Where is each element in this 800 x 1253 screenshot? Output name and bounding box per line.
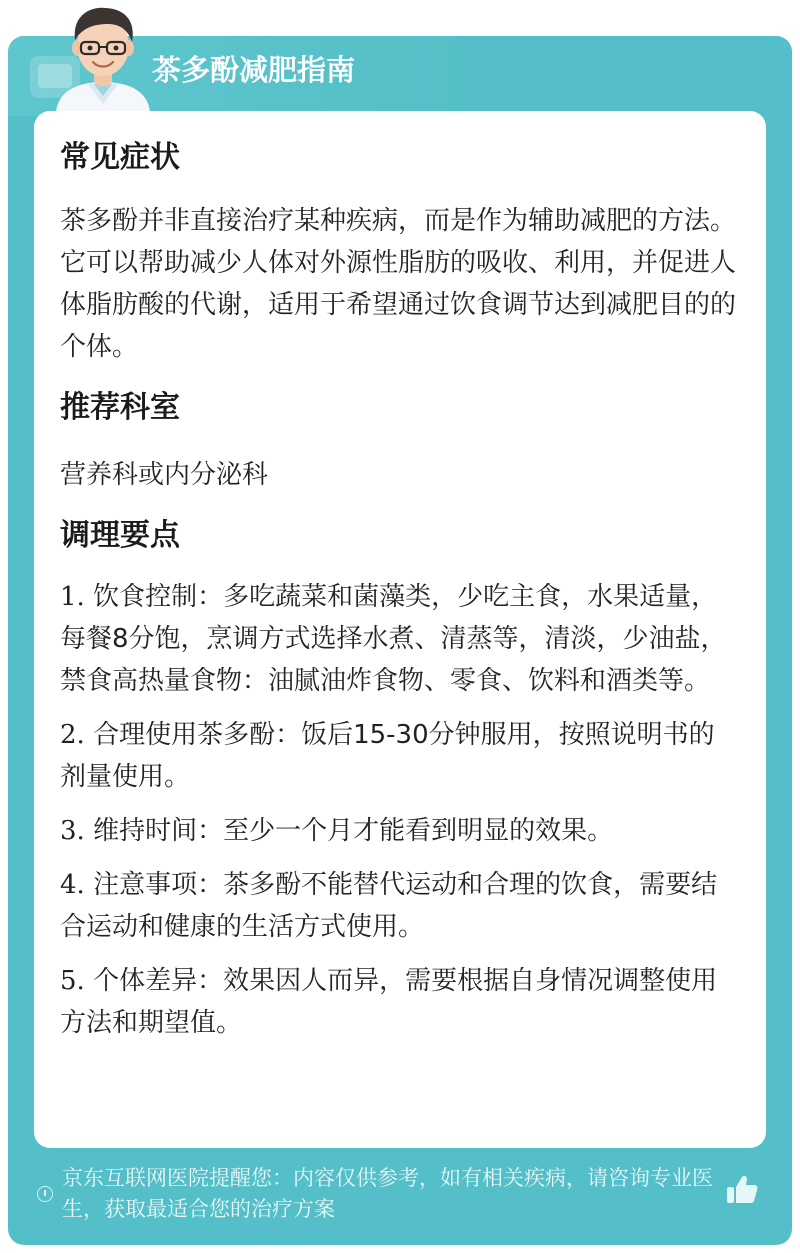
tip-item-4 — [60, 864, 740, 948]
section-title-tips: 调理要点 — [60, 518, 180, 553]
tip-text: 注意事项：茶多酚不能替代运动和合理的饮食，需要结合运动和健康的生活方式使用。 — [60, 870, 718, 942]
tip-number: 1. — [60, 582, 85, 612]
guide-content — [60, 134, 740, 1056]
tip-number: 5. — [60, 966, 85, 996]
tip-text: 饮食控制：多吃蔬菜和菌藻类，少吃主食，水果适量，每餐8分饱，烹调方式选择水煮、清蒸等，清淡，少油盐，禁食高热量食物：油腻油炸食物、零食、饮料和酒类等。 — [60, 582, 727, 696]
thumbs-up-icon[interactable] — [724, 1172, 760, 1208]
tip-item-1 — [60, 576, 740, 702]
tip-number: 3. — [60, 816, 85, 846]
tip-item-3 — [60, 810, 740, 852]
section-body-symptoms: 茶多酚并非直接治疗某种疾病，而是作为辅助减肥的方法。它可以帮助减少人体对外源性脂肪的吸收、利用，并促进人体脂肪酸的代谢，适用于希望通过饮食调节达到减肥目的的个体。 — [60, 206, 737, 362]
section-body-department: 营养科或内分泌科 — [60, 460, 269, 490]
footer-disclaimer: 京东互联网医院提醒您：内容仅供参考，如有相关疾病，请咨询专业医生，获取最适合您的治疗方案 — [62, 1166, 713, 1221]
tip-number: 2. — [60, 720, 85, 750]
doctor-avatar — [48, 0, 158, 112]
tip-number: 4. — [60, 870, 85, 900]
tip-item-5 — [60, 960, 740, 1044]
tip-text: 个体差异：效果因人而异，需要根据自身情况调整使用方法和期望值。 — [60, 966, 718, 1038]
tip-text: 维持时间：至少一个月才能看到明显的效果。 — [84, 816, 614, 846]
section-title-department: 推荐科室 — [60, 390, 180, 425]
page-title: 茶多酚减肥指南 — [152, 53, 356, 87]
tip-item-2 — [60, 714, 740, 798]
section-title-symptoms: 常见症状 — [60, 140, 180, 175]
info-circle-icon — [37, 1186, 53, 1202]
tip-text: 合理使用茶多酚：饭后15-30分钟服用，按照说明书的剂量使用。 — [60, 720, 715, 792]
